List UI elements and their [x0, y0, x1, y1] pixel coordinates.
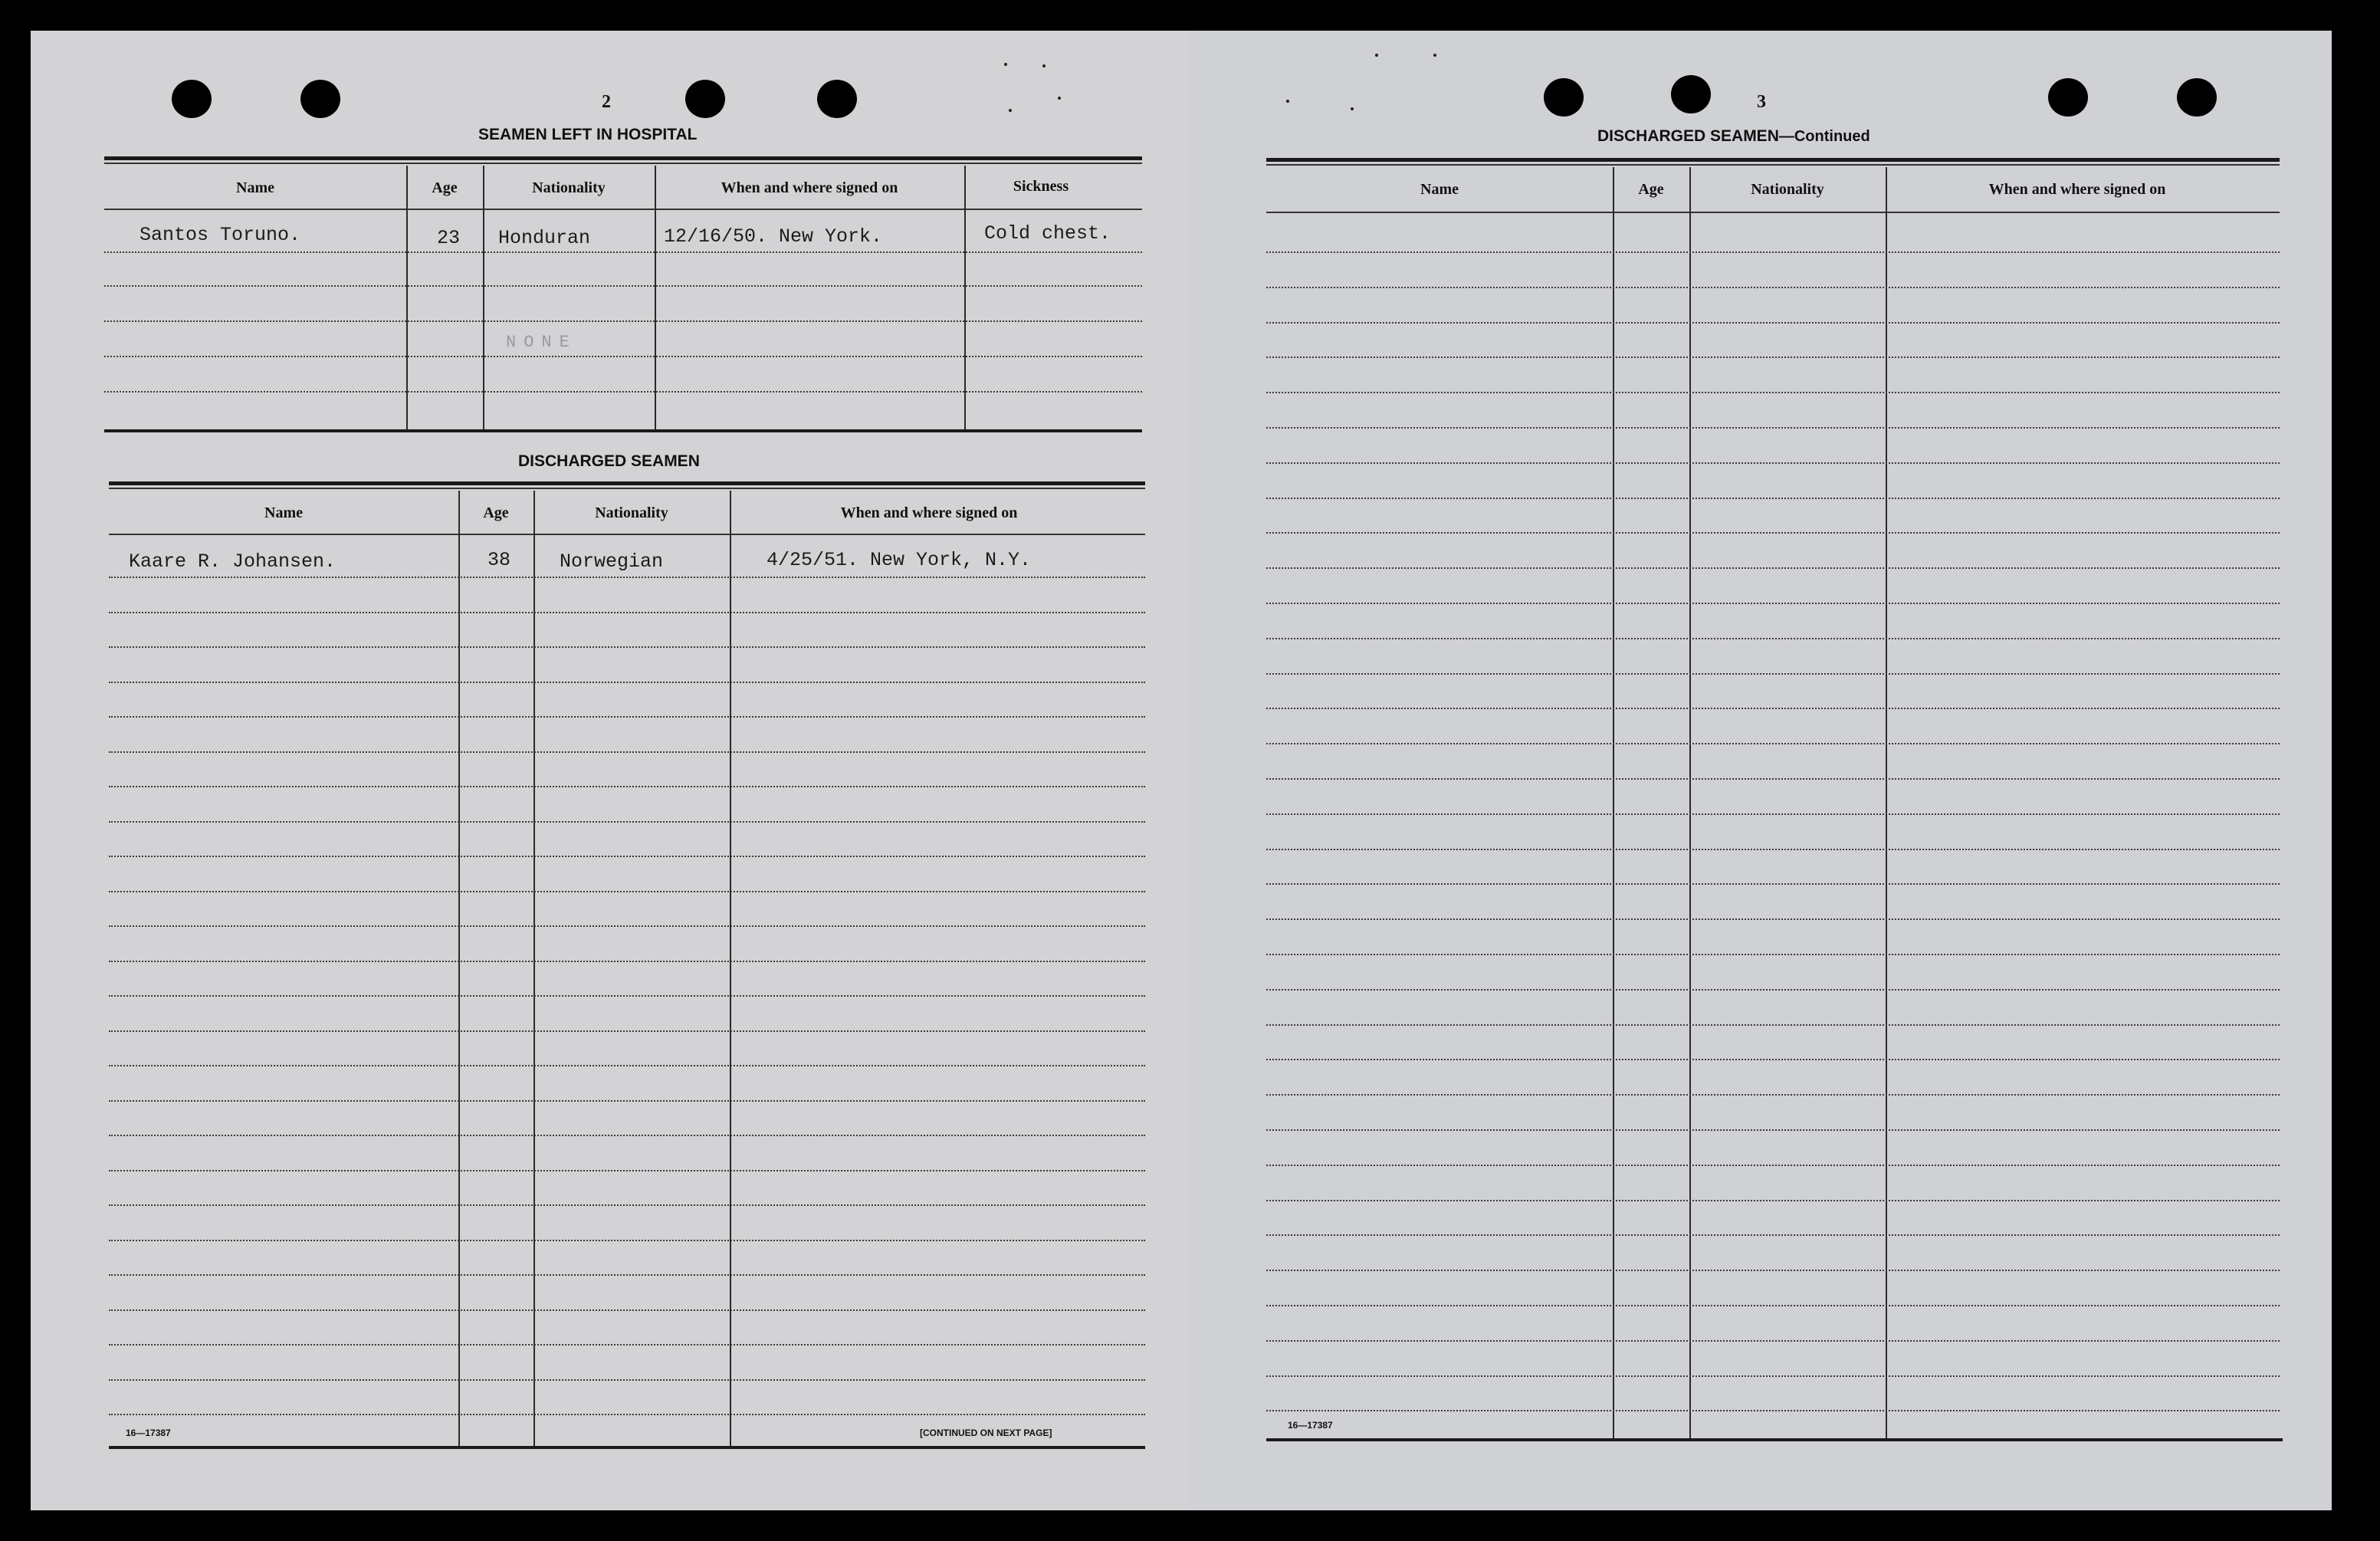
row-line [1266, 883, 2280, 885]
col-header-signed-on: When and where signed on [721, 179, 898, 196]
row-line [109, 1204, 1145, 1206]
row-line [109, 1240, 1145, 1241]
row-line [1266, 427, 2280, 429]
row-line [1266, 743, 2280, 744]
form-number: 16—17387 [1288, 1420, 1333, 1431]
faint-none-mark: NONE [506, 333, 577, 352]
row-line [109, 1030, 1145, 1032]
row-line [1266, 1094, 2280, 1096]
row-line [109, 716, 1145, 718]
punch-hole [300, 80, 340, 118]
col-header-name: Name [1420, 181, 1459, 198]
row-line [1266, 251, 2280, 253]
row-line [109, 646, 1145, 648]
row-line [1266, 918, 2280, 920]
header-rule [109, 534, 1145, 535]
page-number: 3 [1757, 92, 1766, 112]
punch-hole [2048, 78, 2088, 117]
page-2 [31, 31, 1190, 1510]
discharged-row-name: Kaare R. Johansen. [129, 550, 336, 573]
header-rule [104, 209, 1142, 210]
col-header-age: Age [483, 504, 509, 521]
row-line [109, 995, 1145, 997]
row-line [1266, 1305, 2280, 1306]
row-line [109, 821, 1145, 823]
col-header-signed-on: When and where signed on [1988, 181, 2166, 198]
row-line [1266, 1059, 2280, 1060]
row-line [109, 1414, 1145, 1415]
row-line [1266, 287, 2280, 288]
discharged-section-title: DISCHARGED SEAMEN [518, 452, 700, 470]
row-line [109, 786, 1145, 787]
row-line [1266, 849, 2280, 850]
row-line [109, 925, 1145, 927]
row-line [1266, 603, 2280, 604]
row-line [109, 1379, 1145, 1381]
hospital-section-title: SEAMEN LEFT IN HOSPITAL [478, 126, 698, 143]
row-line [1266, 532, 2280, 534]
row-line [1266, 1410, 2280, 1411]
hospital-row-name: Santos Toruno. [140, 224, 301, 246]
row-line [1266, 1270, 2280, 1271]
page-3 [1190, 31, 2332, 1510]
row-line [1266, 778, 2280, 780]
row-line [1266, 392, 2280, 393]
row-line [109, 961, 1145, 962]
punch-hole [685, 80, 725, 118]
row-line [1266, 1234, 2280, 1236]
row-line [1266, 567, 2280, 569]
row-line [109, 1065, 1145, 1066]
row-line [109, 1170, 1145, 1171]
row-line [109, 682, 1145, 683]
row-line [109, 856, 1145, 857]
punch-hole [817, 80, 857, 118]
row-line [1266, 1165, 2280, 1166]
section-title [1597, 127, 1870, 146]
row-line [1266, 1024, 2280, 1026]
form-number: 16—17387 [126, 1428, 171, 1438]
row-line [109, 891, 1145, 892]
col-header-nationality: Nationality [595, 504, 668, 521]
discharged-row-age: 38 [487, 549, 511, 571]
table-top-rule [104, 156, 1142, 160]
punch-hole [2177, 78, 2217, 117]
row-line [1266, 954, 2280, 955]
row-line [1266, 322, 2280, 324]
row-line [1266, 1375, 2280, 1377]
row-line [1266, 708, 2280, 709]
col-header-age: Age [1638, 181, 1664, 198]
hospital-row-signed-on: 12/16/50. New York. [664, 225, 883, 248]
discharged-row-nationality: Norwegian [560, 550, 664, 573]
row-line [1266, 638, 2280, 639]
row-line [109, 612, 1145, 613]
punch-hole [172, 80, 212, 118]
col-header-age: Age [432, 179, 458, 196]
section-title-text: DISCHARGED SEAMEN [1597, 127, 1779, 145]
page-number: 2 [602, 92, 611, 112]
row-line [109, 1344, 1145, 1346]
row-line [1266, 462, 2280, 464]
row-line [1266, 1129, 2280, 1131]
col-header-sickness: Sickness [1013, 178, 1069, 195]
row-line [1266, 1340, 2280, 1342]
punch-hole [1544, 78, 1584, 117]
col-header-name: Name [236, 179, 274, 196]
row-line [1266, 356, 2280, 358]
row-line [109, 1274, 1145, 1276]
col-header-name: Name [264, 504, 303, 521]
section-title-suffix: —Continued [1778, 128, 1870, 145]
continued-note: [CONTINUED ON NEXT PAGE] [920, 1428, 1052, 1438]
punch-hole [1671, 75, 1711, 113]
col-header-signed-on: When and where signed on [840, 504, 1018, 521]
row-line [109, 1309, 1145, 1311]
discharged-row-signed-on: 4/25/51. New York, N.Y. [767, 549, 1032, 571]
row-line [1266, 673, 2280, 675]
row-line [1266, 498, 2280, 499]
header-rule [1266, 212, 2280, 213]
row-line [1266, 1200, 2280, 1201]
row-line [1266, 989, 2280, 991]
hospital-row-sickness: Cold chest. [984, 222, 1111, 245]
row-line [109, 577, 1145, 578]
row-line [109, 751, 1145, 753]
hospital-row-age: 23 [437, 227, 461, 249]
row-line [109, 1135, 1145, 1136]
col-header-nationality: Nationality [1751, 181, 1824, 198]
row-line [1266, 813, 2280, 815]
hospital-row-nationality: Honduran [498, 227, 591, 249]
row-line [109, 1100, 1145, 1102]
col-header-nationality: Nationality [532, 179, 606, 196]
